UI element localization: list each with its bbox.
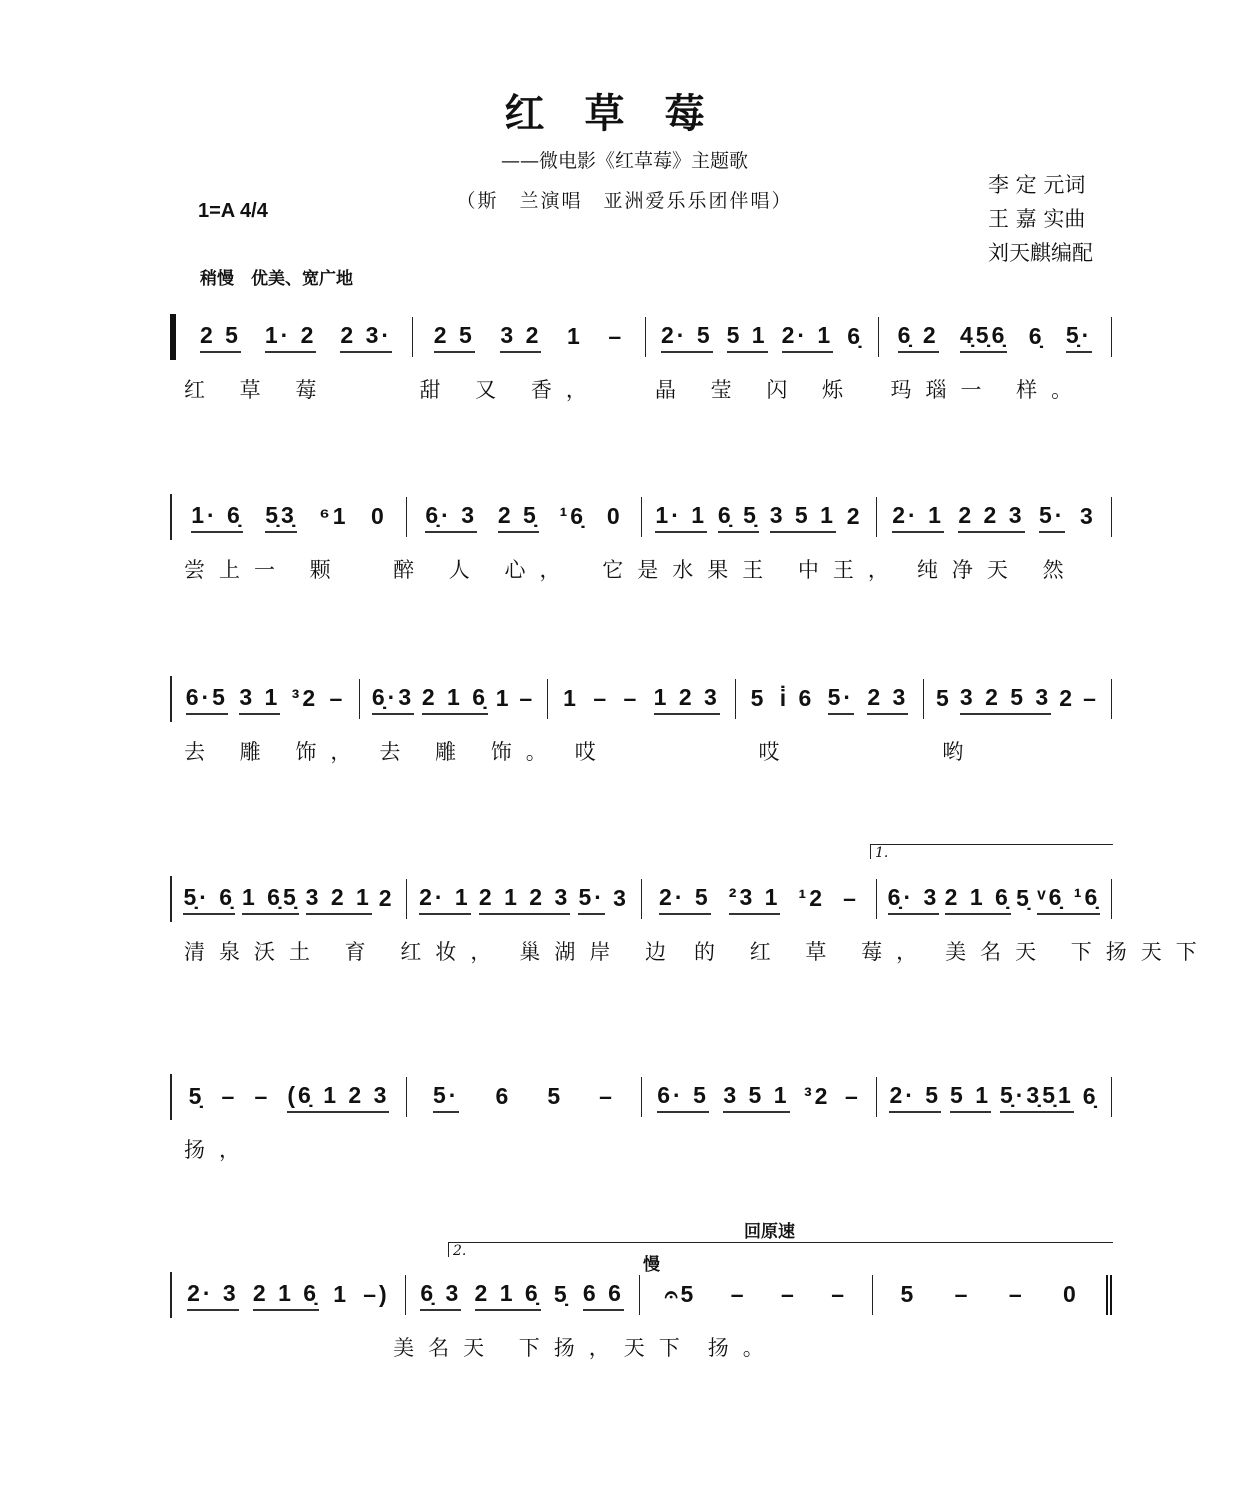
measure	[407, 879, 642, 919]
note-group: 6̣ 2	[898, 322, 939, 353]
note-group: –	[254, 1082, 271, 1109]
note-group: 2 2 3	[958, 502, 1024, 533]
note-group: 2 1 2 3	[479, 884, 570, 915]
measure	[924, 679, 1112, 719]
lyric-text: 扬。	[707, 1336, 778, 1360]
measure	[407, 497, 642, 537]
measure	[413, 317, 646, 357]
note-group: –	[519, 684, 536, 711]
lyric-text: 的 红 草 莓，	[694, 940, 932, 964]
note-group: 1	[333, 1280, 350, 1307]
note-group: 1 6̣5̣	[242, 884, 299, 915]
note-group: 2 3	[867, 684, 908, 715]
note-group: 3	[1079, 502, 1096, 529]
note-group: –	[1008, 1280, 1025, 1307]
note-group: 5̣	[1016, 884, 1032, 911]
note-group: 5̣· 6̣	[183, 884, 235, 915]
note-group: 2· 5	[889, 1082, 941, 1113]
note-group: 2 1 6̣	[475, 1280, 541, 1311]
notes-row	[170, 494, 1112, 540]
note-group: 4̣5̣6̣	[960, 322, 1007, 353]
note-group: 2 5̣	[498, 502, 539, 533]
note-group: 5	[936, 684, 952, 711]
note-group: 2 3·	[340, 322, 392, 353]
note-group: 3 5 1	[770, 502, 836, 533]
measure	[642, 497, 877, 537]
lyric-text: 玛瑙一 样。	[890, 378, 1087, 402]
tempo-marking: 稍慢 优美、宽广地	[200, 269, 353, 288]
lyric-text: 哟	[942, 740, 978, 764]
lyric-text: 哎	[574, 740, 610, 764]
note-group: 2· 1	[419, 884, 471, 915]
lyric-text	[903, 1332, 1112, 1362]
note-group: –	[221, 1082, 238, 1109]
performers: （斯 兰演唱 亚洲爱乐乐团伴唱）	[456, 190, 793, 212]
note-group: 1	[566, 322, 583, 349]
lyricist: 李 定 元词	[988, 173, 1086, 197]
note-group: 5 1	[950, 1082, 991, 1113]
note-group: –	[780, 1280, 797, 1307]
measure	[406, 1275, 640, 1315]
return-tempo-marking: 回原速	[744, 1222, 795, 1241]
lyric-text: 扬，	[184, 1138, 254, 1162]
note-group: 6	[495, 1082, 512, 1109]
lyric-text: 巢湖岸 边	[519, 940, 681, 964]
note-group: 6̣	[1082, 1082, 1099, 1109]
staff-line	[170, 314, 1112, 404]
note-group: –	[843, 884, 859, 911]
note-group: –	[593, 684, 610, 711]
volta-1: 1.	[870, 844, 1113, 859]
composer: 王 嘉 实曲	[988, 207, 1086, 231]
note-group: ᵛ6̣ ¹6̣	[1037, 884, 1100, 915]
note-group: –	[954, 1280, 971, 1307]
lyric-text	[877, 1134, 1113, 1164]
lyric-text	[170, 1332, 379, 1362]
note-group: 5 1	[727, 322, 768, 353]
notes-row	[170, 314, 1112, 360]
note-group: 5̣3̣	[265, 502, 297, 533]
note-group: 6̣	[847, 322, 863, 349]
note-group: 3 2	[500, 322, 541, 353]
note-group: 1· 1	[655, 502, 707, 533]
note-group: –	[623, 684, 640, 711]
lyric-text: 它是水果王 中王，	[602, 558, 903, 582]
note-group: 1	[495, 684, 512, 711]
lyric-text: 哎	[758, 740, 794, 764]
note-group: ¹6̣	[559, 502, 587, 529]
measure	[548, 679, 736, 719]
note-group: 3 1	[239, 684, 280, 715]
lyric-text: 纯净天 然	[916, 558, 1078, 582]
note-group: –	[831, 1280, 848, 1307]
notes-row	[170, 676, 1112, 722]
lyrics-row	[170, 936, 1211, 966]
notes-row	[170, 1272, 1112, 1318]
note-group: 2 5	[200, 322, 241, 353]
lyric-text: 醉 人 心，	[393, 558, 575, 582]
lyric-text: 甜 又 香，	[419, 378, 601, 402]
measure	[360, 679, 548, 719]
lyric-text	[641, 1134, 877, 1164]
note-group: 2 5	[434, 322, 475, 353]
note-group: 5̣·3̣5̣1	[1000, 1082, 1074, 1113]
note-group: 6 6	[583, 1280, 624, 1311]
note-group: 6̣ 5̣	[718, 502, 759, 533]
measure	[736, 679, 924, 719]
measure	[172, 879, 407, 919]
note-group: i̇ 6	[779, 684, 815, 711]
measure	[873, 1275, 1112, 1315]
lyrics-row	[170, 1134, 1112, 1164]
lyric-text: 尝上一 颗	[184, 558, 345, 582]
note-group: 5·	[433, 1082, 459, 1113]
note-group: 5̣	[553, 1280, 570, 1307]
note-group: 5·	[828, 684, 854, 715]
note-group: 2· 1	[782, 322, 834, 353]
note-group: 6·5	[186, 684, 228, 715]
measure	[642, 1077, 877, 1117]
lyrics-row	[170, 736, 1112, 766]
measure	[407, 1077, 642, 1117]
note-group: 1	[563, 684, 579, 711]
measure	[877, 879, 1112, 919]
measure	[172, 1077, 407, 1117]
note-group: 2 1 6̣	[253, 1280, 319, 1311]
lyric-text: 美名天 下扬，天下	[393, 1336, 694, 1360]
note-group: 2· 1	[892, 502, 944, 533]
note-group: 6̣· 3	[425, 502, 477, 533]
lyrics-row	[170, 1332, 1112, 1362]
song-subtitle: ——微电影《红草莓》主题歌	[500, 150, 748, 172]
notes-row	[170, 1074, 1112, 1120]
staff-line	[170, 876, 1211, 966]
note-group: ¹2	[798, 884, 825, 911]
note-group: 5·	[578, 884, 604, 915]
note-group: 5̣·	[1066, 322, 1092, 353]
measure	[172, 497, 407, 537]
lyrics-row	[170, 374, 1112, 404]
note-group: 0	[370, 502, 387, 529]
note-group: 0	[606, 502, 623, 529]
note-group: 0	[1063, 1280, 1079, 1307]
note-group: 5	[547, 1082, 564, 1109]
note-group: 3	[613, 884, 629, 911]
volta-2: 2.	[448, 1242, 1113, 1257]
measure	[877, 497, 1112, 537]
note-group: ³2	[804, 1082, 831, 1109]
note-group: –)	[363, 1280, 390, 1307]
measure	[640, 1275, 874, 1315]
note-group: ³2	[291, 684, 319, 711]
staff-line	[170, 1074, 1112, 1164]
lyric-text: 去 雕 饰，	[184, 740, 366, 764]
note-group: ⁶1	[319, 502, 349, 529]
slow-marking: 慢	[643, 1255, 660, 1274]
notes-row	[170, 876, 1112, 922]
measure	[879, 317, 1112, 357]
note-group: 1 2 3	[654, 684, 720, 715]
credits	[988, 168, 1093, 270]
staff-line	[170, 676, 1112, 766]
note-group: 2	[378, 884, 395, 911]
lyric-text: 晶 莹 闪 烁	[655, 378, 858, 402]
note-group: 5	[900, 1280, 917, 1307]
note-group: 2· 3	[187, 1280, 239, 1311]
note-group: 6· 5	[657, 1082, 709, 1113]
note-group: (6̣ 1 2 3	[287, 1082, 389, 1113]
note-group: –	[844, 1082, 861, 1109]
note-group: 5	[750, 684, 767, 711]
note-group: 6̣· 3	[888, 884, 940, 915]
lyric-text	[406, 1134, 642, 1164]
note-group: –	[599, 1082, 615, 1109]
note-group: 2 1 6̣	[945, 884, 1011, 915]
note-group: 3 2 1	[306, 884, 372, 915]
measure	[646, 317, 879, 357]
note-group: 2	[846, 502, 863, 529]
note-group: –	[608, 322, 625, 349]
lyric-text: 美名天 下扬天下	[945, 940, 1211, 964]
measure	[180, 317, 413, 357]
measure	[877, 1077, 1112, 1117]
note-group: 6̣	[1028, 322, 1045, 349]
measure	[642, 879, 877, 919]
lyrics-row	[170, 554, 1112, 584]
note-group: ²3 1	[729, 884, 781, 915]
measure	[172, 1275, 406, 1315]
note-group: 1· 6̣	[191, 502, 243, 533]
lyric-text: 红 草 莓	[184, 378, 331, 402]
note-group: 2 1 6̣	[422, 684, 488, 715]
measure	[172, 679, 360, 719]
key-signature: 1=A 4/4	[198, 200, 268, 222]
song-title: 红草莓	[504, 90, 745, 137]
note-group: 1· 2	[265, 322, 317, 353]
note-group: 2	[1059, 684, 1076, 711]
note-group: 6̣ 3	[420, 1280, 461, 1311]
note-group: 3 2 5 3	[960, 684, 1051, 715]
staff-line	[170, 1272, 1112, 1362]
note-group: –	[329, 684, 346, 711]
note-group: 2· 5	[661, 322, 713, 353]
note-group: 3 5 1	[723, 1082, 789, 1113]
note-group: 5·	[1039, 502, 1065, 533]
note-group: 𝄐5	[664, 1280, 697, 1307]
note-group: 6̣·3	[372, 684, 414, 715]
note-group: 2· 5	[659, 884, 711, 915]
lyric-text: 去 雕 饰。	[379, 740, 561, 764]
staff-line	[170, 494, 1112, 584]
note-group: –	[1083, 684, 1099, 711]
note-group: –	[730, 1280, 747, 1307]
arranger: 刘天麒编配	[988, 241, 1093, 265]
lyric-text: 清泉沃土 育 红妆，	[184, 940, 506, 964]
note-group: 5̣	[188, 1082, 205, 1109]
